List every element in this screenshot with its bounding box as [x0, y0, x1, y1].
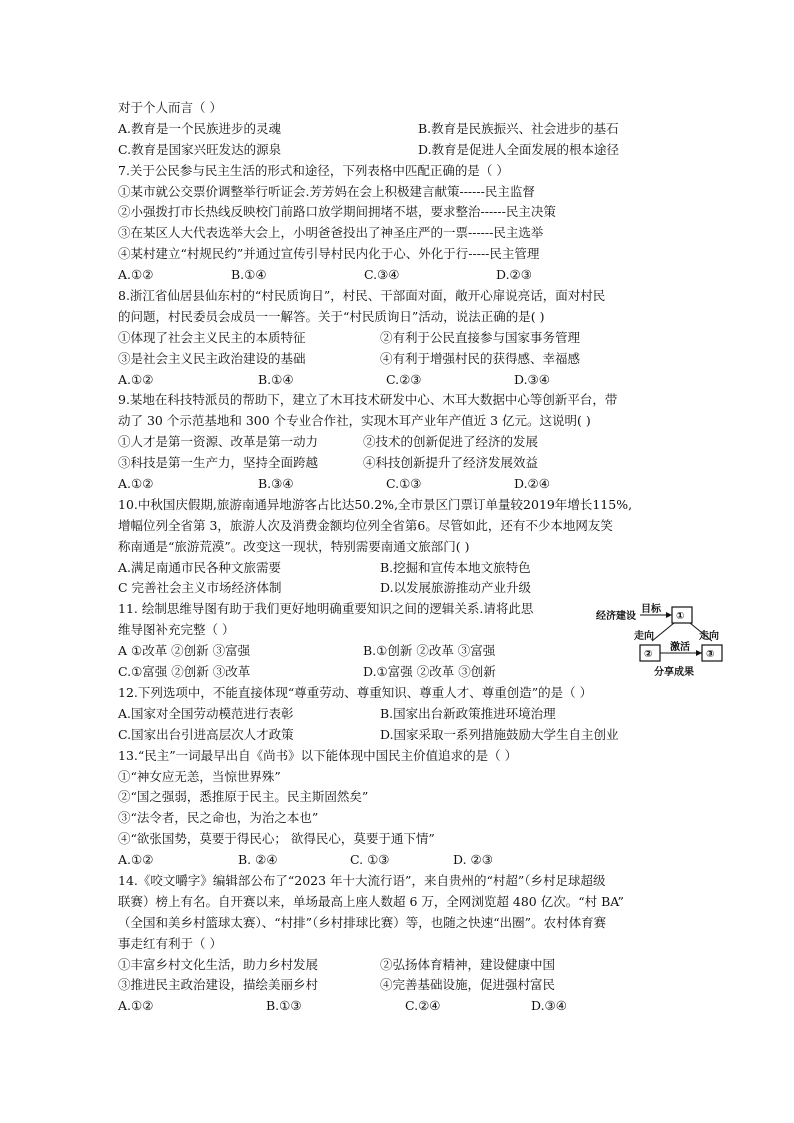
- q13-option-a: A.①②: [118, 852, 154, 868]
- question-list: [118, 98, 678, 1017]
- q6-option-c: C.教育是国家兴旺发达的源泉: [118, 141, 282, 157]
- q12-option-a: A.国家对全国劳动模范进行表彰: [118, 705, 294, 721]
- q7-option-d: D.②③: [496, 267, 532, 283]
- q9-statement-3: ③科技是第一生产力，坚持全面跨越: [118, 455, 319, 471]
- q8-statement-2: ②有利于公民直接参与国家事务管理: [380, 329, 581, 345]
- q7-statement-4: ④某村建立“村规民约”并通过宣传引导村民内化于心、外化于行-----民主管理: [118, 246, 540, 262]
- q10-option-c: C 完善社会主义市场经济体制: [118, 580, 282, 596]
- q11-option-c: C.①富强 ②创新 ③改革: [118, 664, 251, 680]
- q9-statement-2: ②技术的创新促进了经济的发展: [363, 434, 539, 450]
- q14-stem-4: 事走红有利于（ ）: [118, 935, 222, 951]
- q7-statement-1: ①某市就公交票价调整举行听证会.芳芳妈在会上积极建言献策------民主监督: [118, 183, 535, 199]
- q13-statement-3: ③“法令者，民之命也，为治之本也”: [118, 810, 319, 826]
- q9-statement-4: ④科技创新提升了经济发展效益: [363, 455, 539, 471]
- q13-statement-4: ④“欲张国势，莫要于得民心； 欲得民心，莫要于通下情”: [118, 831, 435, 847]
- q10-options-row1: [118, 558, 678, 579]
- q7-option-b: B.①④: [231, 267, 267, 283]
- q12-option-d: D.国家采取一系列措施鼓励大学生自主创业: [380, 726, 619, 742]
- q6-option-d: D.教育是促进人全面发展的根本途径: [418, 141, 620, 157]
- q14-stem-3: （全国和美乡村篮球太赛）、“村排”（乡村排球比赛）等，也随之快速“出圈”。农村体育赛: [118, 914, 607, 930]
- q11-option-d: D.①富强 ②改革 ③创新: [363, 664, 496, 680]
- q8-option-d: D.③④: [514, 371, 550, 387]
- mindmap-economy-label: 经济建设: [596, 611, 636, 622]
- mindmap-arrow-middle: [696, 650, 702, 656]
- q7-options: [118, 265, 678, 286]
- q10-options-row2: [118, 578, 678, 599]
- q7-statement-3: ③在某区人大代表选举大会上，小明爸爸投出了神圣庄严的一票------民主选举: [118, 225, 544, 241]
- q13-option-b: B. ②④: [238, 852, 278, 868]
- q12-options-row1: [118, 704, 678, 725]
- mindmap-motivate-label: 激活: [670, 642, 690, 653]
- q8-options: [118, 370, 678, 391]
- q10-stem-3: 称南通是“旅游荒漠”。改变这一现状，特别需要南通文旅部门( ): [118, 538, 470, 554]
- q14-options: [118, 996, 678, 1017]
- q14-statement-1: ①丰富乡村文化生活，助力乡村发展: [118, 956, 319, 972]
- q9-option-d: D.②④: [514, 476, 550, 492]
- q14-option-d: D.③④: [531, 998, 567, 1014]
- q8-option-b: B.①④: [258, 371, 294, 387]
- q8-statement-1: ①体现了社会主义民主的本质特征: [118, 329, 306, 345]
- q12-stem: 12.下列选项中，不能直接体现“尊重劳动、尊重知识、尊重人才、尊重创造”的是（ ）: [118, 684, 593, 700]
- mindmap-box-2-label: ②: [644, 649, 653, 660]
- q9-statements-row1: [118, 432, 678, 453]
- q6-stem-tail: 对于个人而言（ ）: [118, 100, 222, 115]
- q9-statements-row2: [118, 453, 678, 474]
- mindmap-line-left: [652, 623, 674, 641]
- q14-statement-3: ③推进民主政治建设，描绘美丽乡村: [118, 977, 319, 993]
- q10-option-a: A.满足南通市民各种文旅需要: [118, 559, 282, 575]
- q9-option-a: A.①②: [118, 476, 154, 492]
- q14-statements-row1: [118, 955, 678, 976]
- q8-statements-row1: [118, 328, 678, 349]
- q13-option-d: D. ②③: [453, 852, 493, 868]
- q14-stem-2: 联赛）榜上有名。自开赛以来，单场最高上座人数超 6 万，全网浏览超 480 亿次。“村 BA”: [118, 893, 624, 909]
- q7-statement-2: ②小强拨打市长热线反映校门前路口放学期间拥堵不堪，要求整治------民主决策: [118, 204, 556, 220]
- q9-statement-1: ①人才是第一资源、改革是第一动力: [118, 434, 319, 450]
- q13-options: [118, 850, 678, 871]
- q12-option-c: C.国家出台引进高层次人才政策: [118, 726, 294, 742]
- q8-stem-1: 8.浙江省仙居县仙东村的“村民质询日”，村民、干部面对面，敞开心扉说亮话，面对村民: [118, 288, 606, 304]
- q14-statement-4: ④完善基础设施，促进强村富民: [380, 977, 556, 993]
- q6-option-a: A.教育是一个民族进步的灵魂: [118, 120, 282, 136]
- q11-mind-map: [596, 601, 726, 681]
- q7-option-a: A.①②: [118, 267, 154, 283]
- q11-stem-1: 11. 绘制思维导图有助于我们更好地明确重要知识之间的逻辑关系.请将此思: [118, 601, 534, 617]
- q7-stem: 7.关于公民参与民主生活的形式和途径，下列表格中匹配正确的是（ ）: [118, 162, 509, 178]
- q12-options-row2: [118, 725, 678, 746]
- mindmap-box-1-label: ①: [676, 611, 685, 622]
- q11-options-row2: [118, 662, 678, 683]
- q9-stem-2: 动了 30 个示范基地和 300 个专业合作社，实现木耳产业年产值近 3 亿元。这说明( ): [118, 413, 591, 429]
- q7-option-c: C.③④: [364, 267, 400, 283]
- q13-option-c: C. ①③: [350, 852, 390, 868]
- q8-stem-2: 的问题，村民委员会成员一一解答。关于“村民质询日”活动，说法正确的是( ): [118, 308, 545, 324]
- q11-option-b: B.①创新 ②改革 ③富强: [363, 643, 496, 659]
- mindmap-share-label: 分享成果: [654, 667, 694, 678]
- q10-stem-1: 10.中秋国庆假期,旅游南通异地游客占比达50.2%,全市景区门票订单量较2019年增长115%,: [118, 496, 633, 512]
- q14-option-b: B.①③: [266, 998, 302, 1014]
- q9-option-b: B.③④: [258, 476, 294, 492]
- q8-statement-4: ④有利于增强村民的获得感、幸福感: [380, 350, 581, 366]
- q6-options-row1: [118, 119, 678, 140]
- mindmap-goal-label: 目标: [641, 604, 661, 615]
- mindmap-arrow-goal: [666, 612, 672, 618]
- q9-stem-1: 9.某地在科技特派员的帮助下，建立了木耳技术研发中心、木耳大数据中心等创新平台，带: [118, 392, 618, 408]
- q8-option-a: A.①②: [118, 371, 154, 387]
- mindmap-toward-right: 走向: [699, 631, 719, 642]
- mindmap-toward-left: 走向: [634, 631, 654, 642]
- q11-stem-2: 维导图补充完整（ ）: [118, 622, 235, 638]
- q14-option-c: C.②④: [405, 998, 441, 1014]
- q12-option-b: B.国家出台新政策推进环境治理: [380, 705, 556, 721]
- q11-option-a: A ①改革 ②创新 ③富强: [118, 643, 251, 659]
- q13-stem: 13.“民主”一词最早出自《尚书》以下能体现中国民主价值追求的是（ ）: [118, 747, 518, 763]
- q14-option-a: A.①②: [118, 998, 154, 1014]
- q14-statement-2: ②弘扬体育精神，建设健康中国: [380, 956, 556, 972]
- q13-statement-2: ②“国之强弱，悉推原于民主。民主斯固然矣”: [118, 789, 369, 805]
- q14-stem-1: 14.《咬文嚼字》编辑部公布了“2023 年十大流行语”，来自贵州的“村超”（乡村足球超级: [118, 872, 606, 888]
- mindmap-box-3-label: ③: [706, 649, 715, 660]
- q10-option-b: B.挖掘和宣传本地文旅特色: [380, 559, 531, 575]
- q6-option-b: B.教育是民族振兴、社会进步的基石: [418, 120, 619, 136]
- q8-statements-row2: [118, 349, 678, 370]
- q8-statement-3: ③是社会主义民主政治建设的基础: [118, 350, 306, 366]
- q8-option-c: C.②③: [386, 371, 422, 387]
- q10-option-d: D.以发展旅游推动产业升级: [380, 580, 532, 596]
- q9-options: [118, 474, 678, 495]
- q6-options-row2: [118, 140, 678, 161]
- q9-option-c: C.①③: [386, 476, 422, 492]
- q11-options-row1: [118, 641, 678, 662]
- q13-statement-1: ①“神女应无恙，当惊世界殊”: [118, 768, 281, 784]
- q10-stem-2: 增幅位列全省第 3，旅游人次及消费金额均位列全省第6。尽管如此，还有不少本地网友笑: [118, 517, 613, 533]
- q14-statements-row2: [118, 975, 678, 996]
